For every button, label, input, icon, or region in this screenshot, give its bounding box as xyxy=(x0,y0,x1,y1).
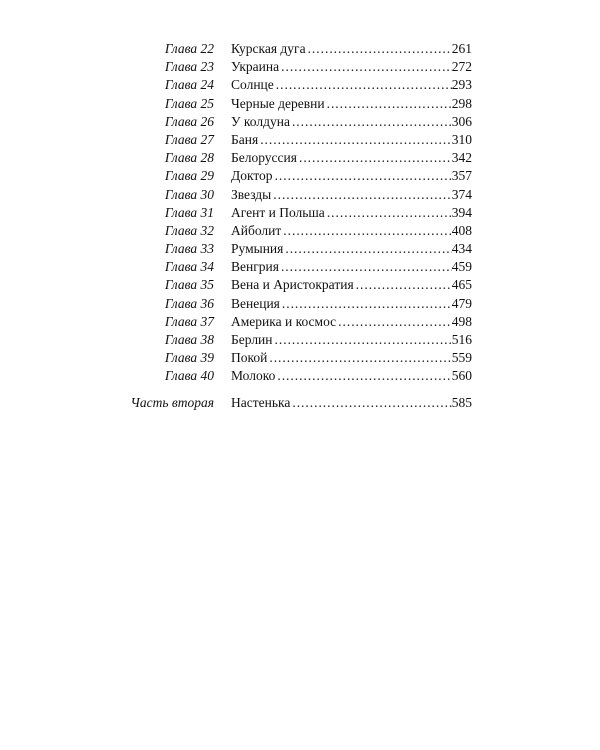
chapter-title: Курская дуга xyxy=(231,41,306,56)
toc-chapter-row[interactable] xyxy=(0,204,600,222)
toc-chapter-row[interactable] xyxy=(0,367,600,385)
dot-leader xyxy=(336,313,452,331)
chapter-entry xyxy=(231,222,472,240)
chapter-title: Звезды xyxy=(231,186,272,202)
chapter-label: Глава 29 xyxy=(164,168,214,184)
chapter-entry xyxy=(231,204,472,222)
toc-chapter-row[interactable] xyxy=(0,258,600,276)
chapter-label: Глава 30 xyxy=(164,186,214,202)
toc-chapter-row[interactable] xyxy=(0,76,600,94)
chapter-label: Глава 39 xyxy=(164,350,214,366)
chapter-page-number: 498 xyxy=(451,313,472,329)
toc-chapter-row[interactable] xyxy=(0,222,600,240)
chapter-title: Покой xyxy=(231,350,268,366)
toc-part-row[interactable] xyxy=(0,394,600,412)
toc-chapter-row[interactable] xyxy=(0,276,600,294)
dot-leader xyxy=(275,367,451,385)
dot-leader xyxy=(281,222,451,240)
part-label: Часть вторая xyxy=(130,394,214,410)
chapter-entry xyxy=(231,313,472,331)
chapter-entry xyxy=(231,349,472,367)
chapter-entry xyxy=(231,331,472,349)
chapter-page-number: 342 xyxy=(451,150,472,166)
chapter-page-number: 374 xyxy=(451,186,472,202)
chapter-title: У колдуна xyxy=(231,113,290,129)
dot-leader xyxy=(290,113,452,131)
toc-chapter-row[interactable] xyxy=(0,331,600,349)
chapter-label: Глава 28 xyxy=(164,150,214,166)
chapter-page-number: 357 xyxy=(451,168,472,184)
chapter-entry xyxy=(231,113,472,131)
chapter-title: Белоруссия xyxy=(231,150,297,166)
part-entry xyxy=(231,394,472,412)
dot-leader xyxy=(258,131,452,149)
dot-leader xyxy=(325,95,452,113)
chapter-entry xyxy=(231,367,472,385)
chapter-entry xyxy=(231,95,472,113)
chapter-entry xyxy=(231,295,472,313)
chapter-entry xyxy=(231,258,472,276)
dot-leader xyxy=(283,240,451,258)
toc-chapter-row[interactable] xyxy=(0,240,600,258)
chapter-label: Глава 33 xyxy=(164,241,214,257)
chapter-list xyxy=(0,40,600,386)
toc-chapter-row[interactable] xyxy=(0,113,600,131)
toc-chapter-row[interactable] xyxy=(0,186,600,204)
toc-chapter-row[interactable] xyxy=(0,95,600,113)
chapter-title: Солнце xyxy=(231,77,274,93)
chapter-title: Агент и Польша xyxy=(231,204,325,220)
toc-chapter-row[interactable] xyxy=(0,167,600,185)
chapter-entry xyxy=(231,40,472,58)
chapter-page-number: 293 xyxy=(451,77,472,93)
chapter-page-number: 459 xyxy=(451,259,472,275)
dot-leader xyxy=(354,276,452,294)
chapter-page-number: 516 xyxy=(451,332,472,347)
dot-leader xyxy=(279,58,452,76)
dot-leader xyxy=(290,394,451,412)
chapter-entry xyxy=(231,167,472,185)
chapter-entry xyxy=(231,76,472,94)
chapter-label: Глава 27 xyxy=(164,131,214,147)
dot-leader xyxy=(271,186,452,204)
toc-chapter-row[interactable] xyxy=(0,58,600,76)
chapter-label: Глава 22 xyxy=(164,41,214,56)
chapter-label: Глава 37 xyxy=(164,313,214,329)
chapter-entry xyxy=(231,186,472,204)
chapter-label: Глава 25 xyxy=(164,95,214,111)
chapter-label: Глава 36 xyxy=(164,295,214,311)
chapter-label: Глава 34 xyxy=(164,259,214,275)
chapter-page-number: 465 xyxy=(451,277,472,293)
chapter-entry xyxy=(231,240,472,258)
part-page-number: 585 xyxy=(451,394,472,410)
dot-leader xyxy=(280,295,452,313)
chapter-entry xyxy=(231,276,472,294)
chapter-title: Вена и Аристократия xyxy=(231,277,354,293)
part-title: Настенька xyxy=(231,394,291,410)
chapter-page-number: 306 xyxy=(451,113,472,129)
toc-chapter-row[interactable] xyxy=(0,313,600,331)
chapter-title: Америка и космос xyxy=(231,313,337,329)
dot-leader xyxy=(274,76,452,94)
chapter-label: Глава 32 xyxy=(164,222,214,238)
chapter-page-number: 559 xyxy=(451,350,472,366)
toc-chapter-row[interactable] xyxy=(0,131,600,149)
chapter-label: Глава 24 xyxy=(164,77,214,93)
chapter-title: Доктор xyxy=(231,168,273,184)
dot-leader xyxy=(267,349,451,367)
chapter-entry xyxy=(231,58,472,76)
chapter-label: Глава 31 xyxy=(164,204,214,220)
chapter-label: Глава 23 xyxy=(164,59,214,75)
toc-chapter-row[interactable] xyxy=(0,149,600,167)
chapter-page-number: 408 xyxy=(451,222,472,238)
chapter-page-number: 434 xyxy=(451,241,472,257)
chapter-label: Глава 35 xyxy=(164,277,214,293)
dot-leader xyxy=(279,258,452,276)
chapter-page-number: 272 xyxy=(451,59,472,75)
chapter-page-number: 310 xyxy=(451,131,472,147)
chapter-title: Венгрия xyxy=(231,259,279,275)
chapter-page-number: 479 xyxy=(451,295,472,311)
chapter-entry xyxy=(231,149,472,167)
chapter-title: Румыния xyxy=(231,241,284,257)
dot-leader xyxy=(325,204,452,222)
chapter-title: Айболит xyxy=(231,222,282,238)
chapter-title: Черные деревни xyxy=(231,95,325,111)
dot-leader xyxy=(273,167,452,185)
chapter-title: Берлин xyxy=(231,332,273,347)
chapter-title: Венеция xyxy=(231,295,280,311)
chapter-page-number: 261 xyxy=(451,41,472,56)
dot-leader xyxy=(297,149,452,167)
chapter-entry xyxy=(231,131,472,149)
chapter-page-number: 298 xyxy=(451,95,472,111)
chapter-label: Глава 38 xyxy=(164,332,214,347)
chapter-page-number: 560 xyxy=(451,368,472,384)
dot-leader xyxy=(306,40,452,58)
chapter-title: Молоко xyxy=(231,368,276,384)
toc-chapter-row[interactable] xyxy=(0,349,600,367)
toc-chapter-row[interactable] xyxy=(0,295,600,313)
chapter-title: Украина xyxy=(231,59,280,75)
chapter-title: Баня xyxy=(231,131,259,147)
chapter-page-number: 394 xyxy=(451,204,472,220)
table-of-contents xyxy=(0,40,600,412)
dot-leader xyxy=(273,331,452,349)
chapter-label: Глава 40 xyxy=(164,368,214,384)
chapter-label: Глава 26 xyxy=(164,113,214,129)
toc-chapter-row[interactable] xyxy=(0,40,600,58)
